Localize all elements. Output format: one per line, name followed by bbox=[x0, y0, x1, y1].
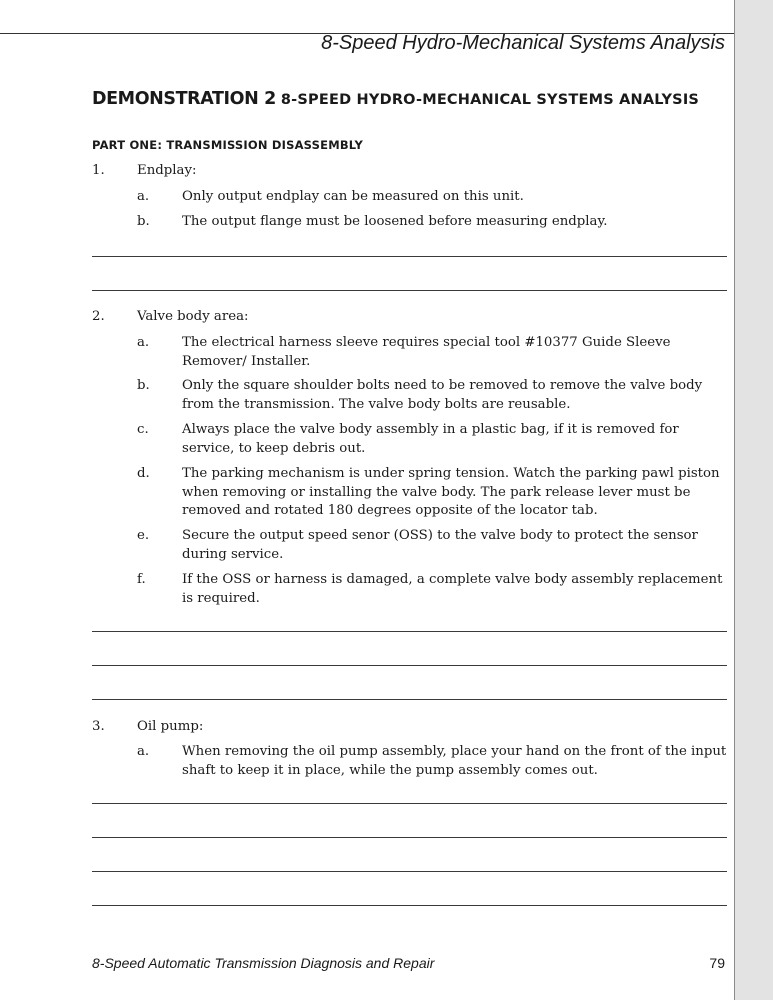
section-number: 1. bbox=[92, 163, 105, 178]
item-text: Secure the output speed senor (OSS) to the valve body to protect the sensor during service. bbox=[182, 528, 698, 562]
item-text: The parking mechanism is under spring tension. Watch the parking pawl piston when removing or installing the valve body. The park release lever must be removed and rotated 180 degrees opposite of the locator tab. bbox=[182, 466, 720, 518]
section-number: 2. bbox=[92, 309, 105, 324]
item-text: When removing the oil pump assembly, place your hand on the front of the input shaft to keep it in place, while the pump assembly comes out. bbox=[182, 744, 727, 778]
item-letter: e. bbox=[137, 528, 150, 543]
running-head: 8-Speed Hydro-Mechanical Systems Analysis bbox=[321, 32, 725, 54]
item-letter: a. bbox=[137, 335, 150, 350]
item-letter: d. bbox=[137, 466, 150, 481]
writing-line bbox=[92, 905, 727, 906]
section-heading: Valve body area: bbox=[137, 309, 249, 324]
section-number: 3. bbox=[92, 719, 105, 734]
item-text: Only the square shoulder bolts need to be removed to remove the valve body from the transmission. The valve body bolts are reusable. bbox=[182, 378, 703, 412]
item-letter: f. bbox=[137, 572, 146, 587]
item-letter: a. bbox=[137, 744, 150, 759]
writing-line bbox=[92, 699, 727, 700]
section-heading: Oil pump: bbox=[137, 719, 204, 734]
item-text: Always place the valve body assembly in a plastic bag, if it is removed for service, to keep debris out. bbox=[182, 422, 679, 456]
page-number: 79 bbox=[709, 955, 725, 971]
footer-book-title: 8-Speed Automatic Transmission Diagnosis and Repair bbox=[92, 955, 435, 971]
section-heading: Endplay: bbox=[137, 163, 197, 178]
writing-line bbox=[92, 290, 727, 291]
item-letter: b. bbox=[137, 214, 150, 229]
item-text: Only output endplay can be measured on this unit. bbox=[182, 189, 524, 204]
writing-line bbox=[92, 256, 727, 257]
part-title: PART ONE: TRANSMISSION DISASSEMBLY bbox=[92, 138, 364, 152]
demonstration-number: DEMONSTRATION 2 bbox=[92, 89, 276, 109]
demonstration-heading: 8-SPEED HYDRO-MECHANICAL SYSTEMS ANALYSIS bbox=[280, 92, 700, 108]
writing-line bbox=[92, 631, 727, 632]
demonstration-title bbox=[92, 89, 699, 109]
item-text: The output flange must be loosened before measuring endplay. bbox=[182, 214, 608, 229]
item-letter: a. bbox=[137, 189, 150, 204]
item-letter: b. bbox=[137, 378, 150, 393]
writing-line bbox=[92, 803, 727, 804]
item-text: The electrical harness sleeve requires special tool #10377 Guide Sleeve Remover/ Installer. bbox=[182, 335, 671, 369]
item-letter: c. bbox=[137, 422, 149, 437]
item-text: If the OSS or harness is damaged, a complete valve body assembly replacement is required. bbox=[182, 572, 723, 606]
writing-line bbox=[92, 871, 727, 872]
page-margin-bar bbox=[734, 0, 773, 1000]
writing-line bbox=[92, 665, 727, 666]
writing-line bbox=[92, 837, 727, 838]
